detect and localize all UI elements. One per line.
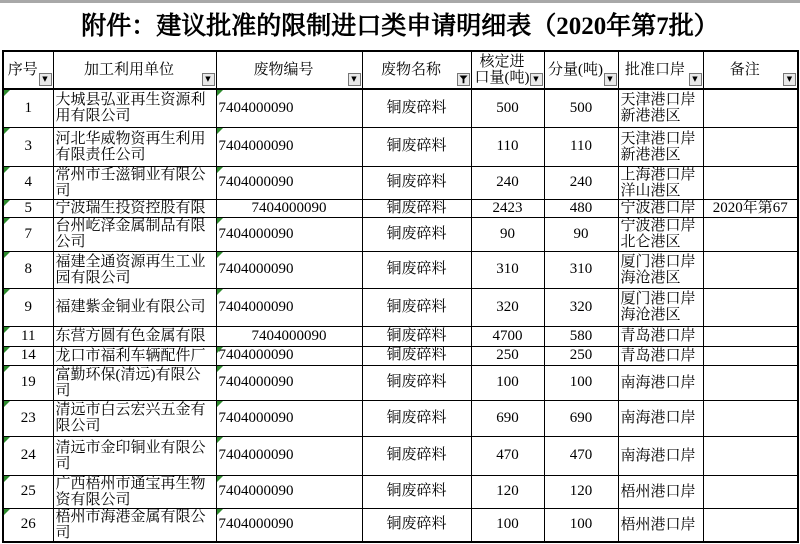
- cell-serial[interactable]: 23: [3, 400, 53, 436]
- chevron-down-icon: ▼: [351, 75, 357, 83]
- column-header-remarks[interactable]: [703, 51, 798, 89]
- cell-serial[interactable]: 9: [3, 288, 53, 326]
- column-label: 核定进口量(吨): [474, 54, 530, 86]
- cell-approved-qty[interactable]: 100: [471, 365, 544, 400]
- cell-approved-qty[interactable]: 250: [471, 346, 544, 365]
- cell-remark[interactable]: [703, 288, 798, 326]
- table-row: [3, 166, 798, 199]
- cell-serial[interactable]: 19: [3, 365, 53, 400]
- error-indicator-triangle-icon: [217, 218, 223, 224]
- column-header-waste-name[interactable]: [362, 51, 471, 89]
- cell-port[interactable]: 天津港口岸新港港区: [618, 127, 703, 166]
- cell-port[interactable]: 南海港口岸: [618, 400, 703, 436]
- cell-waste-code[interactable]: 7404000090: [216, 217, 362, 251]
- cell-waste-name[interactable]: 铜废碎料: [362, 346, 471, 365]
- cell-serial[interactable]: 7: [3, 217, 53, 251]
- cell-port[interactable]: 厦门港口岸海沧港区: [618, 288, 703, 326]
- window-top-strip: [0, 0, 800, 3]
- error-indicator-triangle-icon: [217, 476, 223, 482]
- cell-waste-code[interactable]: 7404000090: [216, 89, 362, 127]
- table-row: [3, 346, 798, 365]
- table-header-row: [3, 51, 798, 89]
- error-indicator-triangle-icon: [217, 437, 223, 443]
- table-row: [3, 475, 798, 508]
- cell-serial[interactable]: 24: [3, 436, 53, 475]
- cell-waste-code[interactable]: 7404000090: [216, 346, 362, 365]
- cell-serial[interactable]: 26: [3, 508, 53, 542]
- column-label: 废物名称: [380, 62, 441, 78]
- cell-serial[interactable]: 4: [3, 166, 53, 199]
- cell-company[interactable]: 广西梧州市通宝再生物资有限公司: [53, 475, 216, 508]
- error-indicator-triangle-icon: [217, 128, 223, 134]
- table-row: [3, 365, 798, 400]
- cell-portion-qty[interactable]: 250: [544, 346, 618, 365]
- error-indicator-triangle-icon: [217, 347, 223, 353]
- cell-approved-qty[interactable]: 90: [471, 217, 544, 251]
- column-label: 废物编号: [253, 62, 314, 78]
- cell-remark[interactable]: [703, 251, 798, 288]
- cell-remark[interactable]: [703, 508, 798, 542]
- cell-company[interactable]: 福建全通资源再生工业园有限公司: [53, 251, 216, 288]
- error-indicator-triangle-icon: [4, 252, 10, 258]
- error-indicator-triangle-icon: [217, 167, 223, 173]
- table-row: [3, 288, 798, 326]
- cell-approved-qty[interactable]: 2423: [471, 199, 544, 217]
- table-row: [3, 251, 798, 288]
- cell-waste-code[interactable]: 7404000090: [216, 475, 362, 508]
- cell-portion-qty[interactable]: 470: [544, 436, 618, 475]
- error-indicator-triangle-icon: [217, 252, 223, 258]
- cell-port[interactable]: 青岛港口岸: [618, 326, 703, 346]
- error-indicator-triangle-icon: [4, 476, 10, 482]
- error-indicator-triangle-icon: [217, 401, 223, 407]
- cell-approved-qty[interactable]: 310: [471, 251, 544, 288]
- cell-remark[interactable]: [703, 166, 798, 199]
- cell-serial[interactable]: 14: [3, 346, 53, 365]
- cell-company[interactable]: 东营方圆有色金属有限: [53, 326, 216, 346]
- cell-portion-qty[interactable]: 110: [544, 127, 618, 166]
- cell-approved-qty[interactable]: 690: [471, 400, 544, 436]
- cell-waste-name[interactable]: 铜废碎料: [362, 326, 471, 346]
- page-title: 附件：建议批准的限制进口类申请明细表（2020年第7批）: [81, 13, 719, 40]
- cell-portion-qty[interactable]: 100: [544, 508, 618, 542]
- cell-approved-qty[interactable]: 500: [471, 89, 544, 127]
- error-indicator-triangle-icon: [4, 437, 10, 443]
- cell-remark[interactable]: [703, 436, 798, 475]
- filter-dropdown-button[interactable]: [689, 73, 702, 86]
- filter-dropdown-button[interactable]: [348, 73, 361, 86]
- cell-portion-qty[interactable]: 580: [544, 326, 618, 346]
- cell-port[interactable]: 宁波港口岸北仑港区: [618, 217, 703, 251]
- cell-company[interactable]: 福建紫金铜业有限公司: [53, 288, 216, 326]
- error-indicator-triangle-icon: [217, 366, 223, 372]
- cell-remark[interactable]: [703, 475, 798, 508]
- cell-company[interactable]: 常州市壬滋铜业有限公司: [53, 166, 216, 199]
- cell-waste-name[interactable]: 铜废碎料: [362, 436, 471, 475]
- cell-waste-name[interactable]: 铜废碎料: [362, 217, 471, 251]
- cell-approved-qty[interactable]: 240: [471, 166, 544, 199]
- cell-portion-qty[interactable]: 480: [544, 199, 618, 217]
- error-indicator-triangle-icon: [217, 509, 223, 515]
- cell-approved-qty[interactable]: 110: [471, 127, 544, 166]
- cell-waste-code[interactable]: 7404000090: [216, 436, 362, 475]
- cell-waste-name[interactable]: 铜废碎料: [362, 251, 471, 288]
- cell-company[interactable]: 清远市白云宏兴五金有限公司: [53, 400, 216, 436]
- column-label: 批准口岸: [624, 62, 685, 78]
- column-header-serial[interactable]: [3, 51, 53, 89]
- error-indicator-triangle-icon: [4, 366, 10, 372]
- cell-waste-name[interactable]: 铜废碎料: [362, 365, 471, 400]
- cell-waste-name[interactable]: 铜废碎料: [362, 199, 471, 217]
- cell-serial[interactable]: 25: [3, 475, 53, 508]
- cell-approved-qty[interactable]: 320: [471, 288, 544, 326]
- chevron-down-icon: ▼: [607, 75, 613, 83]
- error-indicator-triangle-icon: [217, 289, 223, 295]
- cell-company[interactable]: 清远市金印铜业有限公司: [53, 436, 216, 475]
- cell-port[interactable]: 梧州港口岸: [618, 508, 703, 542]
- column-label: 分量(吨): [548, 62, 603, 78]
- cell-company[interactable]: 河北华威物资再生利用有限责任公司: [53, 127, 216, 166]
- chevron-down-icon: ▼: [692, 75, 698, 83]
- error-indicator-triangle-icon: [4, 167, 10, 173]
- cell-remark[interactable]: [703, 217, 798, 251]
- column-header-waste-code[interactable]: [216, 51, 362, 89]
- cell-port[interactable]: 厦门港口岸海沧港区: [618, 251, 703, 288]
- cell-waste-code[interactable]: 7404000090: [216, 365, 362, 400]
- cell-port[interactable]: 南海港口岸: [618, 436, 703, 475]
- cell-remark[interactable]: [703, 400, 798, 436]
- cell-waste-code[interactable]: 7404000090: [216, 251, 362, 288]
- column-header-approved-qty[interactable]: [471, 51, 544, 89]
- cell-serial[interactable]: 5: [3, 199, 53, 217]
- cell-waste-code[interactable]: 7404000090: [216, 166, 362, 199]
- cell-port[interactable]: 上海港口岸洋山港区: [618, 166, 703, 199]
- cell-company[interactable]: 富勤环保(清远)有限公司: [53, 365, 216, 400]
- cell-waste-code[interactable]: 7404000090: [216, 400, 362, 436]
- table-row: [3, 217, 798, 251]
- cell-waste-name[interactable]: 铜废碎料: [362, 400, 471, 436]
- cell-remark[interactable]: [703, 346, 798, 365]
- filter-dropdown-button[interactable]: [202, 73, 215, 86]
- cell-portion-qty[interactable]: 240: [544, 166, 618, 199]
- filter-dropdown-button[interactable]: [530, 73, 543, 86]
- filter-dropdown-button[interactable]: [783, 73, 796, 86]
- cell-portion-qty[interactable]: 500: [544, 89, 618, 127]
- cell-portion-qty[interactable]: 320: [544, 288, 618, 326]
- error-indicator-triangle-icon: [4, 401, 10, 407]
- import-approval-table: [2, 50, 799, 543]
- error-indicator-triangle-icon: [4, 128, 10, 134]
- cell-remark[interactable]: [703, 365, 798, 400]
- cell-waste-code[interactable]: 7404000090: [216, 199, 362, 217]
- table-row: [3, 127, 798, 166]
- filter-applied-button[interactable]: [457, 73, 470, 86]
- cell-serial[interactable]: 3: [3, 127, 53, 166]
- cell-port[interactable]: 天津港口岸新港港区: [618, 89, 703, 127]
- error-indicator-triangle-icon: [4, 90, 10, 96]
- column-header-portion-qty[interactable]: [544, 51, 618, 89]
- cell-waste-name[interactable]: 铜废碎料: [362, 166, 471, 199]
- error-indicator-triangle-icon: [217, 90, 223, 96]
- column-header-port[interactable]: [618, 51, 703, 89]
- chevron-down-icon: ▼: [533, 75, 539, 83]
- cell-company[interactable]: 龙口市福利车辆配件厂: [53, 346, 216, 365]
- cell-serial[interactable]: 11: [3, 326, 53, 346]
- cell-remark[interactable]: [703, 89, 798, 127]
- table-row: [3, 89, 798, 127]
- cell-port[interactable]: 梧州港口岸: [618, 475, 703, 508]
- table-row: [3, 400, 798, 436]
- cell-approved-qty[interactable]: 4700: [471, 326, 544, 346]
- cell-waste-name[interactable]: 铜废碎料: [362, 508, 471, 542]
- cell-port[interactable]: 青岛港口岸: [618, 346, 703, 365]
- cell-waste-name[interactable]: 铜废碎料: [362, 89, 471, 127]
- cell-waste-name[interactable]: 铜废碎料: [362, 288, 471, 326]
- error-indicator-triangle-icon: [4, 289, 10, 295]
- column-header-company[interactable]: [53, 51, 216, 89]
- cell-company[interactable]: 大城县弘亚再生资源利用有限公司: [53, 89, 216, 127]
- table-row: [3, 508, 798, 542]
- cell-portion-qty[interactable]: 120: [544, 475, 618, 508]
- column-label: 备注: [729, 62, 760, 78]
- cell-portion-qty[interactable]: 690: [544, 400, 618, 436]
- cell-portion-qty[interactable]: 310: [544, 251, 618, 288]
- cell-port[interactable]: 南海港口岸: [618, 365, 703, 400]
- cell-company[interactable]: 梧州市海港金属有限公司: [53, 508, 216, 542]
- error-indicator-triangle-icon: [4, 218, 10, 224]
- cell-portion-qty[interactable]: 100: [544, 365, 618, 400]
- error-indicator-triangle-icon: [4, 509, 10, 515]
- cell-company[interactable]: 宁波瑞生投资控股有限: [53, 199, 216, 217]
- table-row: [3, 199, 798, 217]
- active-filter-funnel-icon: [459, 75, 468, 84]
- cell-remark[interactable]: [703, 326, 798, 346]
- filter-dropdown-button[interactable]: [604, 73, 617, 86]
- cell-approved-qty[interactable]: 120: [471, 475, 544, 508]
- column-label: 序号: [7, 62, 38, 78]
- table-row: [3, 326, 798, 346]
- filter-dropdown-button[interactable]: [39, 73, 52, 86]
- cell-remark[interactable]: [703, 127, 798, 166]
- chevron-down-icon: ▼: [205, 75, 211, 83]
- cell-approved-qty[interactable]: 100: [471, 508, 544, 542]
- cell-portion-qty[interactable]: 90: [544, 217, 618, 251]
- cell-waste-name[interactable]: 铜废碎料: [362, 475, 471, 508]
- chevron-down-icon: ▼: [42, 75, 48, 83]
- cell-approved-qty[interactable]: 470: [471, 436, 544, 475]
- table-row: [3, 436, 798, 475]
- error-indicator-triangle-icon: [4, 347, 10, 353]
- chevron-down-icon: ▼: [786, 75, 793, 83]
- cell-waste-code[interactable]: 7404000090: [216, 508, 362, 542]
- cell-waste-name[interactable]: 铜废碎料: [362, 127, 471, 166]
- column-label: 加工利用单位: [83, 62, 174, 78]
- cell-waste-code[interactable]: 7404000090: [216, 326, 362, 346]
- cell-waste-code[interactable]: 7404000090: [216, 288, 362, 326]
- error-indicator-triangle-icon: [4, 327, 10, 333]
- cell-port[interactable]: 宁波港口岸: [618, 199, 703, 217]
- cell-company[interactable]: 台州屹泽金属制品有限公司: [53, 217, 216, 251]
- error-indicator-triangle-icon: [4, 200, 10, 206]
- cell-serial[interactable]: 8: [3, 251, 53, 288]
- cell-remark[interactable]: 2020年第67: [703, 199, 798, 217]
- cell-serial[interactable]: 1: [3, 89, 53, 127]
- cell-waste-code[interactable]: 7404000090: [216, 127, 362, 166]
